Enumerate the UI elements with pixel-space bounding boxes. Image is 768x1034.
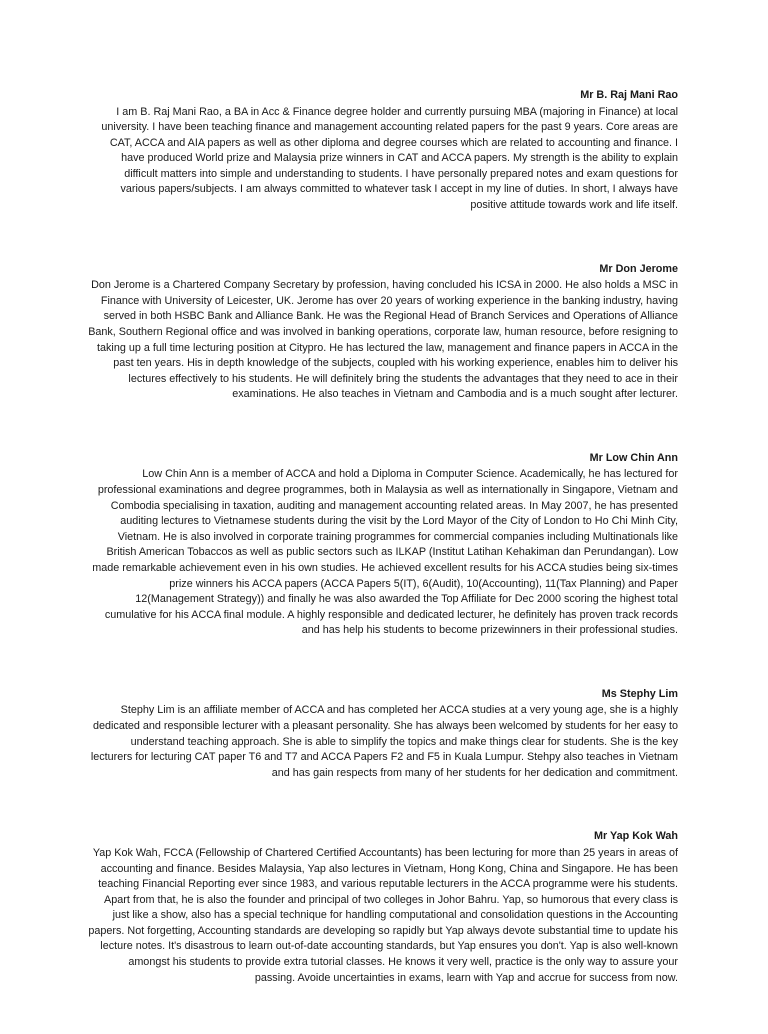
profile-name: Mr Low Chin Ann bbox=[589, 451, 678, 464]
profile-bio: Stephy Lim is an affiliate member of ACCA and has completed her ACCA studies at a very young age, she is a highly dedicated and responsible lecturer with a pleasant personality. She has always been welcomed by students for her easy to understand teaching approach. She is able to simplify the topics and make things clear for students. She is the key lecturers for lecturing CAT paper T6 and T7 and ACCA Papers F2 and F5 in Kuala Lumpur. Stehpy also teaches in Vietnam and has gain respects from many of her students for her dedication and commitment. bbox=[90, 704, 678, 779]
profile-low-chin-ann bbox=[88, 451, 678, 639]
profile-name: Mr Yap Kok Wah bbox=[594, 830, 678, 843]
profile-bio: Low Chin Ann is a member of ACCA and hold a Diploma in Computer Science. Academically, he has lectured for professional examinations and degree programmes, both in Malaysia as well as internationally in Singapore, Vietnam and Combodia specialising in taxation, auditing and management accounting related areas. In May 2007, he has presented auditing lectures to Vietnamese students during the visit by the Lord Mayor of the City of London to Ho Chi Minh City, Vietnam. He is also involved in corporate training programmes for commercial companies including Multinationals like British American Tobaccos as well as public sectors such as ILKAP (Institut Latihan Kehakiman dan Perundangan). Low made remarkable achievement even in his own studies. He achieved excellent results for his ACCA studies being six-times prize winners his ACCA papers (ACCA Papers 5(IT), 6(Audit), 10(Accounting), 11(Tax Planning) and Paper 12(Management Strategy)) and finally he was also awarded the Top Affiliate for Dec 2000 scoring the highest total cumulative for his ACCA final module. A highly responsible and dedicated lecturer, he definitely has proven track records and has help his students to become prizewinners in their professional studies. bbox=[92, 468, 678, 637]
profile-don-jerome bbox=[88, 262, 678, 403]
profile-name: Mr B. Raj Mani Rao bbox=[580, 89, 678, 101]
profile-name: Ms Stephy Lim bbox=[601, 687, 678, 700]
lecturer-profiles-page bbox=[88, 88, 678, 1034]
profile-bio: Yap Kok Wah, FCCA (Fellowship of Chartered Certified Accountants) has been lecturing for more than 25 years in areas of accounting and finance. Besides Malaysia, Yap also lectures in Vietnam, Hong Kong, China and Singapore. He has been teaching Financial Reporting ever since 1983, and various reputable lecturers in the ACCA programme were his students. Apart from that, he is also the founder and principal of two colleges in Johor Bahru. Yap, so humorous that every class is just like a show, also has a special technique for handling computational and consolidation questions in the Accounting papers. Not forgetting, Accounting standards are developing so rapidly but Yap always devote substantial time to update his lecture notes. It's disastrous to learn out-of-date accounting standards, but Yap ensures you don't. Yap is also well-known amongst his students to provide extra tutorial classes. He knows it very well, practice is the only way to assure your passing. Avoide uncertainties in exams, learn with Yap and accrue for success from now. bbox=[88, 846, 678, 984]
profile-bio: I am B. Raj Mani Rao, a BA in Acc & Finance degree holder and currently pursuing MBA (majoring in Finance) at local university. I have been teaching finance and management accounting related papers for the past 9 years. Core areas are CAT, ACCA and AIA papers as well as other diploma and degree courses which are related to accounting and finance. I have produced World prize and Malaysia prize winners in CAT and ACCA papers. My strength is the ability to explain difficult matters into simple and understanding to students. I have personally prepared notes and exam questions for various papers/subjects. I am always committed to whatever task I accept in my line of duties. In short, I always have positive attitude towards work and life itself. bbox=[101, 105, 678, 212]
profile-stephy-lim bbox=[88, 687, 678, 781]
profile-yap-kok-wah bbox=[88, 829, 678, 986]
profile-bio: Don Jerome is a Chartered Company Secretary by profession, having concluded his ICSA in 2000. He also holds a MSC in Finance with University of Leicester, UK. Jerome has over 20 years of working experience in the banking industry, having served in both HSBC Bank and Alliance Bank. He was the Regional Head of Branch Services and Operations of Alliance Bank, Southern Regional office and was involved in banking operations, corporate law, human resource, before resigning to taking up a full time lecturing position at Citypro. He has lectured the law, management and finance papers in ACCA in the past ten years. His in depth knowledge of the subjects, coupled with his working experience, enables him to deliver his lectures effectively to his students. He will definitely bring the students the advantages that they need to ace in their examinations. He also teaches in Vietnam and Cambodia and is a much sought after lecturer. bbox=[88, 279, 678, 401]
profile-raj-mani-rao bbox=[88, 88, 678, 214]
profile-name: Mr Don Jerome bbox=[599, 262, 678, 275]
